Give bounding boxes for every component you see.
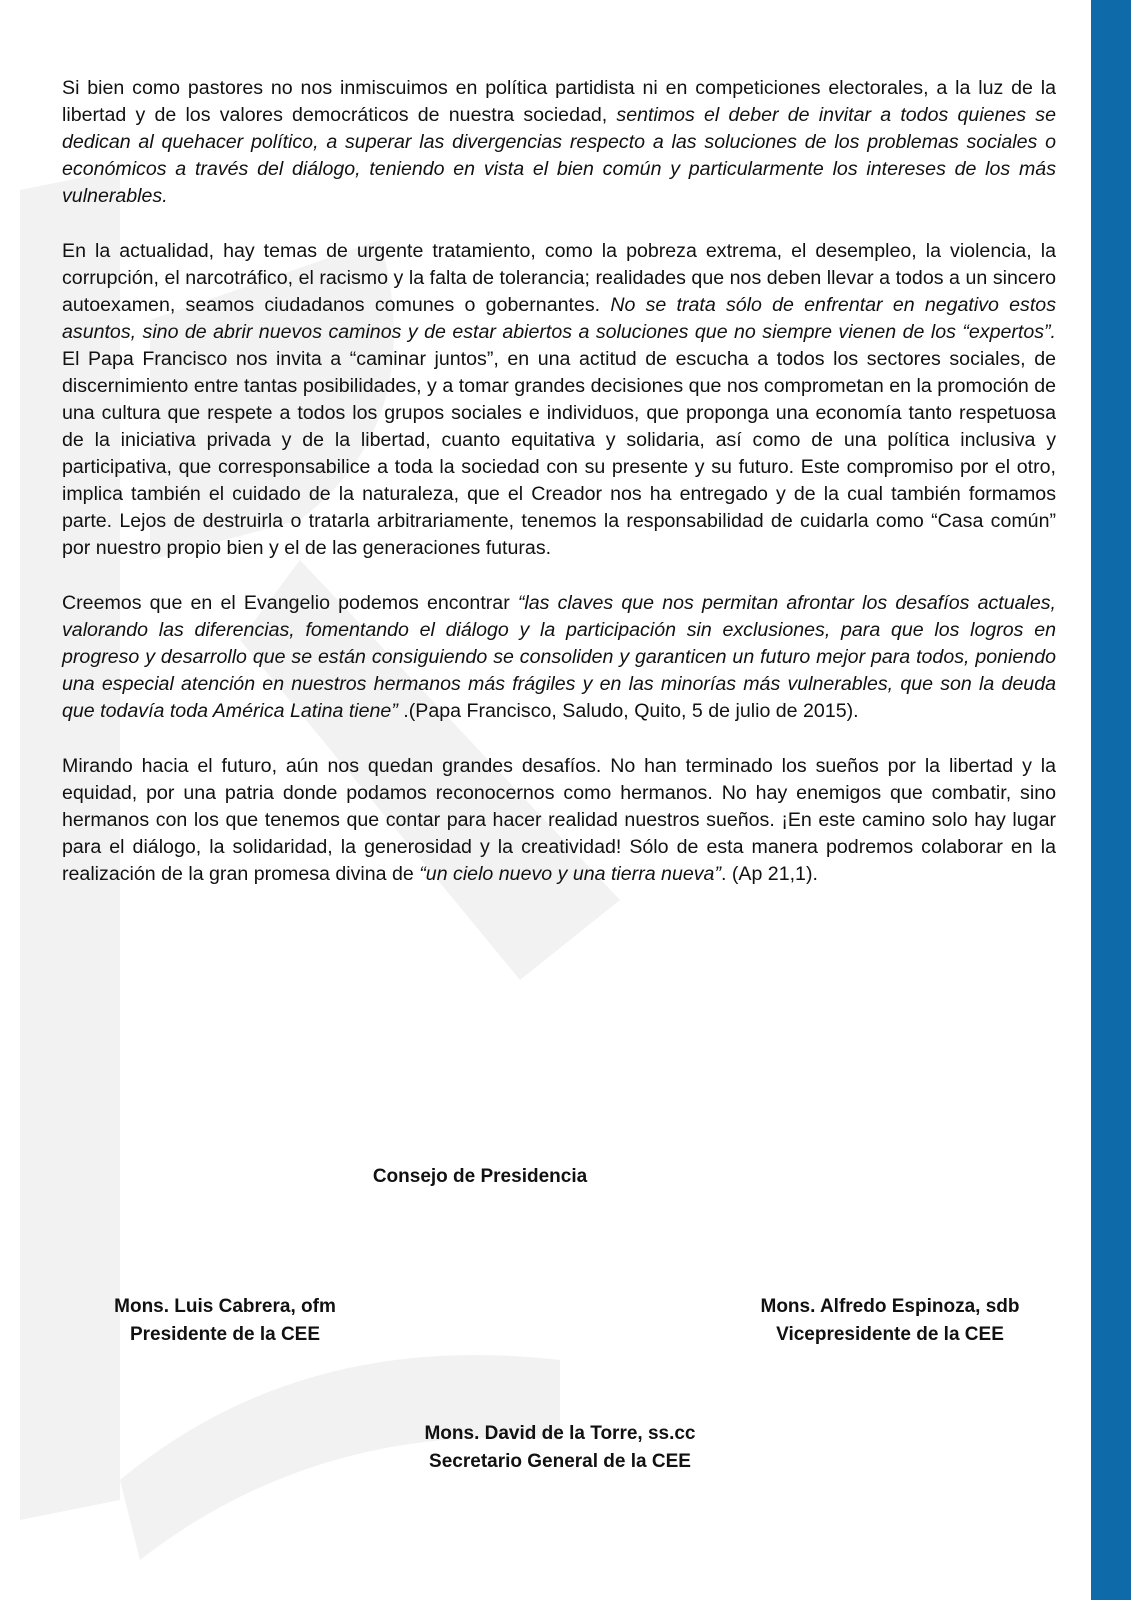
- italic-text-run: “un cielo nuevo y una tierra nueva”: [419, 863, 721, 885]
- text-run: Mirando hacia el futuro, aún nos quedan grandes desafíos. No han terminado los sueños por la libertad y la equidad, por una patria donde podamos reconocernos como hermanos. No hay enemigos que combatir, sino hermanos con los que tenemos que contar para hacer realidad nuestros sueños. ¡En este camino solo hay lugar para el diálogo, la solidaridad, la generosidad y la creatividad! Sólo de esta manera podremos colaborar en la realización de la gran promesa divina de: [62, 755, 1056, 885]
- signatory-role: Presidente de la CEE: [129, 1324, 321, 1345]
- text-run: . (Ap 21,1).: [720, 863, 818, 885]
- signature-vicepresident: [740, 1293, 1040, 1349]
- signature-president: [80, 1293, 370, 1349]
- council-title: Consejo de Presidencia: [372, 1166, 588, 1187]
- italic-text-run: “las claves que nos permitan afrontar los desafíos actuales, valorando las diferencias, fomentando el diálogo y la participación sin exclusiones, para que los logros en progreso y desarrollo que se están consiguiendo se consoliden y garanticen un futuro mejor para todos, poniendo una especial atención en nuestros hermanos más frágiles y en las minorías más vulnerables, que son la deuda que todavía toda América Latina tiene”: [62, 592, 1056, 722]
- paragraph: [62, 238, 1056, 562]
- accent-side-bar: [1091, 0, 1131, 1600]
- paragraph: [62, 75, 1056, 210]
- text-run: El Papa Francisco nos invita a “caminar juntos”, en una actitud de escucha a todos los sectores sociales, de discernimiento entre tantas posibilidades, y a tomar grandes decisiones que nos comprometan en la promoción de una cultura que respete a todos los grupos sociales e individuos, que proponga una economía tanto respetuosa de la iniciativa privada y de la libertad, cuanto equitativa y solidaria, así como de una política inclusiva y participativa, que corresponsabilice a toda la sociedad con su presente y su futuro. Este compromiso por el otro, implica también el cuidado de la naturaleza, que el Creador nos ha entregado y de la cual también formamos parte. Lejos de destruirla o tratarla arbitrariamente, tenemos la responsabilidad de cuidarla como “Casa común” por nuestro propio bien y el de las generaciones futuras.: [62, 348, 1056, 559]
- paragraph: [62, 590, 1056, 725]
- paragraph: [62, 753, 1056, 888]
- signatory-name: Mons. Luis Cabrera, ofm: [114, 1296, 336, 1317]
- text-run: Si bien como pastores no nos inmiscuimos en política partidista ni en competiciones electorales, a la luz de la libertad y de los valores democráticos de nuestra sociedad,: [62, 77, 1056, 126]
- council-heading: [320, 1163, 640, 1191]
- text-run: Creemos que en el Evangelio podemos encontrar: [62, 592, 518, 614]
- signatory-name: Mons. David de la Torre, ss.cc: [424, 1423, 696, 1444]
- signatory-role: Secretario General de la CEE: [429, 1451, 691, 1472]
- letter-body: [62, 75, 1056, 916]
- signatory-name: Mons. Alfredo Espinoza, sdb: [760, 1296, 1020, 1317]
- text-run: .(Papa Francisco, Saludo, Quito, 5 de julio de 2015).: [397, 700, 859, 722]
- signature-secretary: [380, 1420, 740, 1476]
- italic-text-run: No se trata sólo de enfrentar en negativo estos asuntos, sino de abrir nuevos caminos y de estar abiertos a soluciones que no siempre vienen de los “expertos”.: [62, 294, 1056, 343]
- signatory-role: Vicepresidente de la CEE: [776, 1324, 1004, 1345]
- italic-text-run: sentimos el deber de invitar a todos quienes se dedican al quehacer político, a superar las divergencias respecto a las soluciones de los problemas sociales o económicos a través del diálogo, teniendo en vista el bien común y particularmente los intereses de los más vulnerables.: [62, 104, 1056, 207]
- text-run: En la actualidad, hay temas de urgente tratamiento, como la pobreza extrema, el desempleo, la violencia, la corrupción, el narcotráfico, el racismo y la falta de tolerancia; realidades que nos deben llevar a todos a un sincero autoexamen, seamos ciudadanos comunes o gobernantes.: [62, 240, 1056, 316]
